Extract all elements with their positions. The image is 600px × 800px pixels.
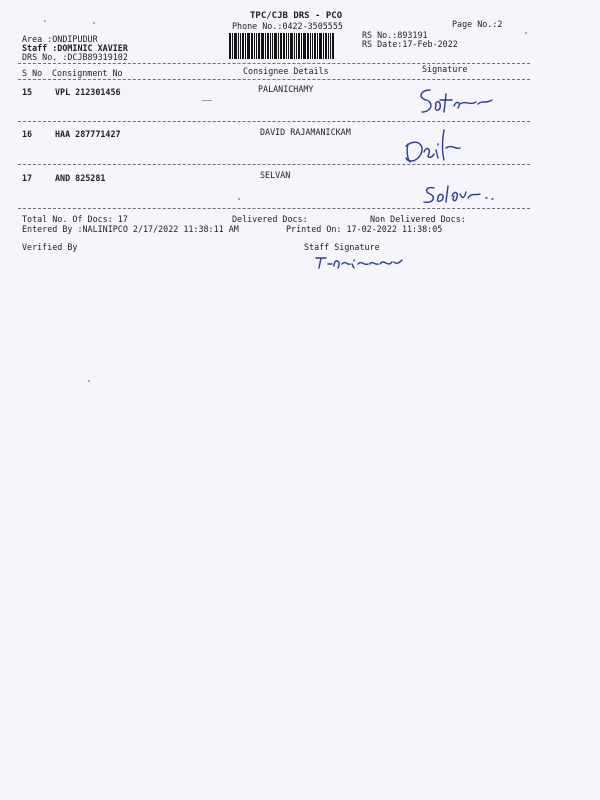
barcode-bar — [261, 33, 264, 59]
barcode-bar — [325, 33, 327, 59]
barcode-image — [229, 33, 353, 59]
row-consignee: SELVAN — [260, 170, 291, 180]
barcode-bar — [307, 33, 309, 59]
staff-signature-label: Staff Signature — [304, 242, 380, 252]
row-sno: 15 — [22, 87, 33, 97]
barcode-bar — [294, 33, 295, 59]
row-consignment-no: HAA 287771427 — [55, 129, 121, 139]
barcode-bar — [272, 33, 273, 59]
row-consignee: PALANICHAMY — [258, 84, 314, 94]
barcode-bar — [258, 33, 260, 59]
barcode-bar — [296, 33, 297, 59]
barcode-bar — [323, 33, 324, 59]
printed-on: Printed On: 17-02-2022 11:38:05 — [286, 224, 443, 234]
divider — [18, 79, 530, 80]
consignee-signature-row-15 — [416, 82, 516, 122]
barcode-bar — [328, 33, 329, 59]
column-header-consignment: Consignment No — [52, 68, 123, 78]
phone-number: Phone No.:0422-3505555 — [232, 21, 343, 31]
barcode-bar — [238, 33, 239, 59]
divider — [18, 208, 530, 209]
rs-date: RS Date:17-Feb-2022 — [362, 39, 458, 49]
row-sno: 16 — [22, 129, 33, 139]
barcode-bar — [232, 33, 233, 59]
barcode-bar — [242, 33, 244, 59]
staff-signature-image — [312, 252, 408, 274]
non-delivered-docs: Non Delivered Docs: — [370, 214, 466, 224]
barcode-bar — [330, 33, 331, 59]
barcode-bar — [274, 33, 277, 59]
barcode-bar — [280, 33, 282, 59]
barcode-bar — [290, 33, 293, 59]
barcode-bar — [283, 33, 285, 59]
total-docs: Total No. Of Docs: 17 — [22, 214, 128, 224]
barcode-bar — [286, 33, 287, 59]
divider — [18, 164, 530, 165]
barcode-bar — [270, 33, 271, 59]
scan-speck — [238, 198, 240, 200]
consignee-signature-row-16 — [398, 122, 468, 166]
barcode-bar — [288, 33, 289, 59]
barcode-bar — [251, 33, 253, 59]
entered-by: Entered By :NALINIPCO 2/17/2022 11:38:11 AM — [22, 224, 239, 234]
row-sno: 17 — [22, 173, 33, 183]
barcode-bar — [314, 33, 316, 59]
scan-speck — [88, 380, 90, 382]
barcode-bar — [229, 33, 231, 59]
barcode-bar — [256, 33, 257, 59]
document-title: TPC/CJB DRS - PCO — [250, 11, 343, 21]
row-consignment-no: VPL 212301456 — [55, 87, 121, 97]
barcode-bar — [317, 33, 318, 59]
column-header-signature: Signature — [422, 64, 468, 74]
barcode-bar — [267, 33, 269, 59]
column-header-consignee: Consignee Details — [243, 66, 329, 76]
scan-speck — [93, 22, 95, 24]
page-number: Page No.:2 — [452, 19, 503, 29]
scan-speck — [44, 20, 46, 22]
barcode-bar — [265, 33, 266, 59]
barcode-bar — [298, 33, 300, 59]
barcode-bar — [301, 33, 302, 59]
barcode-bar — [310, 33, 311, 59]
column-header-sno: S No — [22, 68, 43, 78]
row-consignee: DAVID RAJAMANICKAM — [260, 127, 351, 137]
drs-number: DRS No. :DCJB89319102 — [22, 52, 128, 62]
scan-speck — [525, 32, 527, 34]
verified-by-label: Verified By — [22, 242, 78, 252]
delivered-docs: Delivered Docs: — [232, 214, 308, 224]
rs-number: RS No.:893191 — [362, 30, 428, 40]
barcode-bar — [332, 33, 334, 59]
barcode-bar — [240, 33, 241, 59]
barcode-bar — [245, 33, 246, 59]
barcode-bar — [312, 33, 313, 59]
barcode-bar — [234, 33, 237, 59]
barcode-bar — [303, 33, 306, 59]
row-consignment-no: AND 825281 — [55, 173, 106, 183]
barcode-bar — [319, 33, 322, 59]
area-label: Area :ONDIPUDUR — [22, 34, 98, 44]
barcode-bar — [278, 33, 279, 59]
barcode-bar — [254, 33, 255, 59]
staff-label: Staff :DOMINIC XAVIER — [22, 43, 128, 53]
barcode-bar — [247, 33, 250, 59]
stray-mark — [202, 100, 212, 101]
